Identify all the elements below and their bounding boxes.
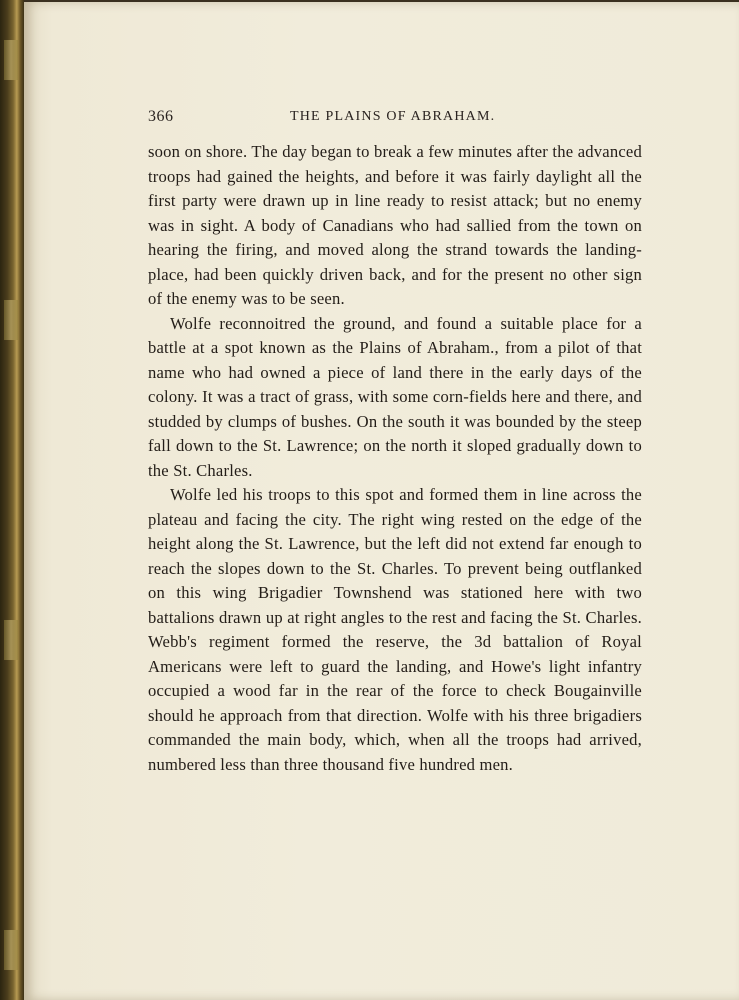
binding-ornament bbox=[4, 930, 18, 970]
body-text bbox=[148, 140, 642, 777]
binding-ornament bbox=[4, 40, 18, 80]
paragraph-3: Wolfe led his troops to this spot and formed them in line across the plateau and facing the city. The right wing rested on the edge of the height along the St. Lawrence, but the left did not extend far enough to reach the slopes down to the St. Charles. To prevent being outflanked on this wing Brigadier Townshend was stationed here with two battalions drawn up at right angles to the rest and facing the St. Charles. Webb's regiment formed the reserve, the 3d battalion of Royal Americans were left to guard the landing, and Howe's light infantry occupied a wood far in the rear of the force to check Bougainville should he approach from that direction. Wolfe with his three brigadiers commanded the main body, which, when all the troops had arrived, numbered less than three thousand five hundred men. bbox=[148, 485, 642, 774]
paragraph-1: soon on shore. The day began to break a few minutes after the advanced troops had gained the heights, and before it was fairly daylight all the first party were drawn up in line ready to resist attack; but no enemy was in sight. A body of Canadians who had sallied from the town on hearing the firing, and moved along the strand towards the landing-place, had been quickly driven back, and for the present no other sign of the enemy was to be seen. bbox=[148, 142, 642, 308]
binding-ornament bbox=[4, 620, 18, 660]
page-header bbox=[148, 108, 642, 128]
binding-ornament bbox=[4, 300, 18, 340]
paragraph-2: Wolfe reconnoitred the ground, and found a suitable place for a battle at a spot known as the Plains of Abraham., from a pilot of that name who had owned a piece of land there in the early days of the colony. It was a tract of grass, with some corn-fields here and there, and studded by clumps of bushes. On the south it was bounded by the steep fall down to the St. Lawrence; on the north it sloped gradually down to the St. Charles. bbox=[148, 313, 642, 480]
page-number: 366 bbox=[148, 108, 174, 125]
running-head: THE PLAINS OF ABRAHAM. bbox=[290, 109, 496, 124]
book-binding bbox=[0, 0, 24, 1000]
